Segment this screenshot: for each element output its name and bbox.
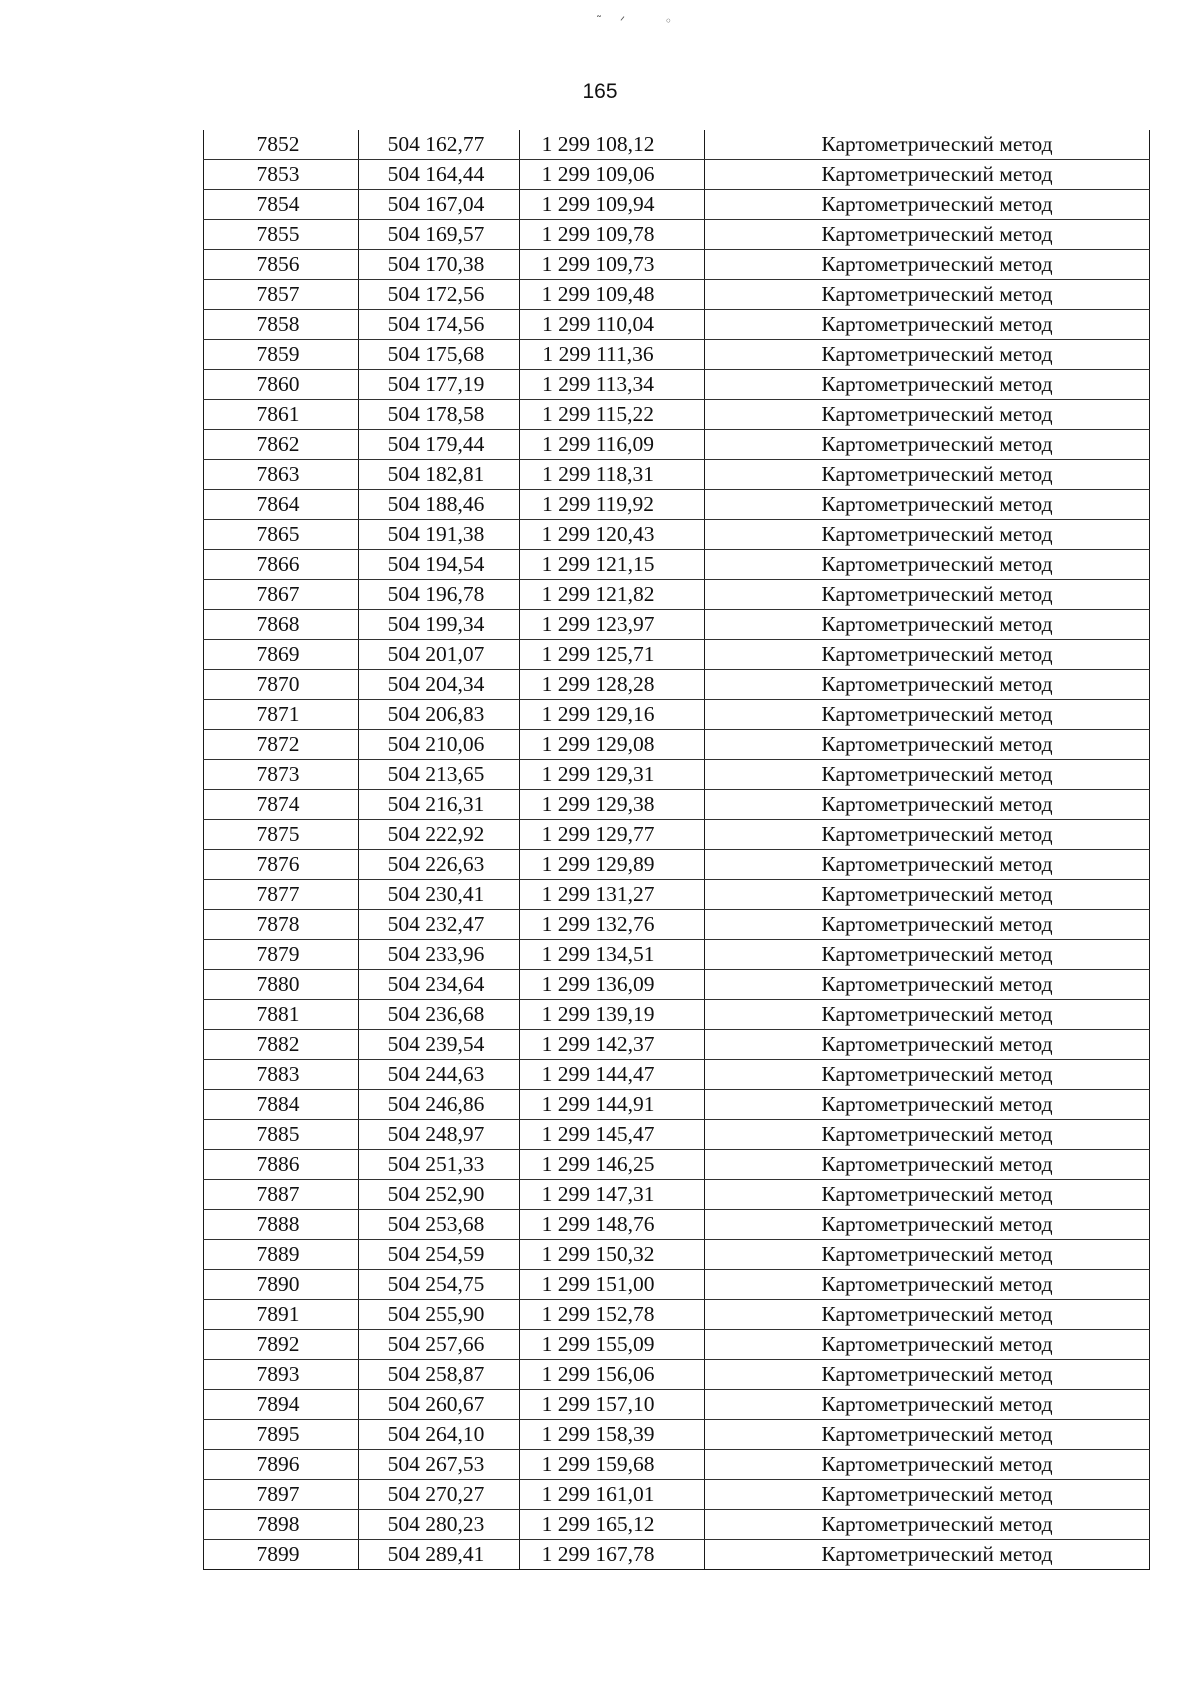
y-coordinate-cell: 1 299 116,09 [520,430,705,460]
method-cell: Картометрический метод [705,760,1150,790]
y-coordinate-cell: 1 299 159,68 [520,1450,705,1480]
coordinates-table-body [204,130,1150,1570]
y-coordinate-cell: 1 299 111,36 [520,340,705,370]
point-number-cell: 7869 [204,640,359,670]
method-cell: Картометрический метод [705,1480,1150,1510]
y-coordinate-cell: 1 299 109,78 [520,220,705,250]
y-coordinate-cell: 1 299 113,34 [520,370,705,400]
method-cell: Картометрический метод [705,160,1150,190]
method-cell: Картометрический метод [705,1000,1150,1030]
point-number-cell: 7863 [204,460,359,490]
x-coordinate-cell: 504 255,90 [359,1300,520,1330]
x-coordinate-cell: 504 188,46 [359,490,520,520]
method-cell: Картометрический метод [705,940,1150,970]
x-coordinate-cell: 504 254,59 [359,1240,520,1270]
y-coordinate-cell: 1 299 123,97 [520,610,705,640]
table-row [204,280,1150,310]
y-coordinate-cell: 1 299 158,39 [520,1420,705,1450]
y-coordinate-cell: 1 299 128,28 [520,670,705,700]
point-number-cell: 7875 [204,820,359,850]
x-coordinate-cell: 504 169,57 [359,220,520,250]
y-coordinate-cell: 1 299 119,92 [520,490,705,520]
coordinates-table [203,130,1150,1570]
x-coordinate-cell: 504 251,33 [359,1150,520,1180]
table-row [204,1360,1150,1390]
table-row [204,1000,1150,1030]
table-row [204,760,1150,790]
method-cell: Картометрический метод [705,130,1150,160]
method-cell: Картометрический метод [705,1330,1150,1360]
y-coordinate-cell: 1 299 109,73 [520,250,705,280]
x-coordinate-cell: 504 246,86 [359,1090,520,1120]
y-coordinate-cell: 1 299 165,12 [520,1510,705,1540]
table-row [204,1510,1150,1540]
method-cell: Картометрический метод [705,880,1150,910]
y-coordinate-cell: 1 299 109,48 [520,280,705,310]
point-number-cell: 7899 [204,1540,359,1570]
point-number-cell: 7884 [204,1090,359,1120]
y-coordinate-cell: 1 299 129,89 [520,850,705,880]
x-coordinate-cell: 504 174,56 [359,310,520,340]
method-cell: Картометрический метод [705,1300,1150,1330]
point-number-cell: 7890 [204,1270,359,1300]
table-row [204,580,1150,610]
x-coordinate-cell: 504 233,96 [359,940,520,970]
x-coordinate-cell: 504 204,34 [359,670,520,700]
method-cell: Картометрический метод [705,1390,1150,1420]
method-cell: Картометрический метод [705,490,1150,520]
method-cell: Картометрический метод [705,610,1150,640]
table-row [204,700,1150,730]
y-coordinate-cell: 1 299 129,77 [520,820,705,850]
table-row [204,460,1150,490]
y-coordinate-cell: 1 299 129,08 [520,730,705,760]
x-coordinate-cell: 504 201,07 [359,640,520,670]
x-coordinate-cell: 504 170,38 [359,250,520,280]
y-coordinate-cell: 1 299 146,25 [520,1150,705,1180]
table-row [204,1030,1150,1060]
method-cell: Картометрический метод [705,790,1150,820]
table-row [204,1240,1150,1270]
x-coordinate-cell: 504 196,78 [359,580,520,610]
table-row [204,730,1150,760]
method-cell: Картометрический метод [705,1060,1150,1090]
y-coordinate-cell: 1 299 142,37 [520,1030,705,1060]
method-cell: Картометрический метод [705,910,1150,940]
table-row [204,640,1150,670]
y-coordinate-cell: 1 299 129,38 [520,790,705,820]
y-coordinate-cell: 1 299 129,16 [520,700,705,730]
method-cell: Картометрический метод [705,1090,1150,1120]
scan-marks: ˜ᐟ ◦ [596,14,690,28]
method-cell: Картометрический метод [705,1150,1150,1180]
y-coordinate-cell: 1 299 155,09 [520,1330,705,1360]
y-coordinate-cell: 1 299 118,31 [520,460,705,490]
point-number-cell: 7893 [204,1360,359,1390]
table-row [204,400,1150,430]
method-cell: Картометрический метод [705,1210,1150,1240]
table-row [204,970,1150,1000]
method-cell: Картометрический метод [705,580,1150,610]
y-coordinate-cell: 1 299 136,09 [520,970,705,1000]
point-number-cell: 7894 [204,1390,359,1420]
point-number-cell: 7853 [204,160,359,190]
x-coordinate-cell: 504 280,23 [359,1510,520,1540]
method-cell: Картометрический метод [705,1540,1150,1570]
x-coordinate-cell: 504 210,06 [359,730,520,760]
table-row [204,610,1150,640]
x-coordinate-cell: 504 230,41 [359,880,520,910]
point-number-cell: 7868 [204,610,359,640]
y-coordinate-cell: 1 299 121,15 [520,550,705,580]
table-row [204,1060,1150,1090]
point-number-cell: 7852 [204,130,359,160]
point-number-cell: 7855 [204,220,359,250]
point-number-cell: 7898 [204,1510,359,1540]
method-cell: Картометрический метод [705,1120,1150,1150]
table-row [204,1420,1150,1450]
method-cell: Картометрический метод [705,1270,1150,1300]
y-coordinate-cell: 1 299 129,31 [520,760,705,790]
table-row [204,1120,1150,1150]
table-row [204,220,1150,250]
x-coordinate-cell: 504 164,44 [359,160,520,190]
point-number-cell: 7880 [204,970,359,1000]
method-cell: Картометрический метод [705,820,1150,850]
y-coordinate-cell: 1 299 167,78 [520,1540,705,1570]
y-coordinate-cell: 1 299 148,76 [520,1210,705,1240]
method-cell: Картометрический метод [705,280,1150,310]
x-coordinate-cell: 504 236,68 [359,1000,520,1030]
table-row [204,370,1150,400]
method-cell: Картометрический метод [705,670,1150,700]
point-number-cell: 7886 [204,1150,359,1180]
point-number-cell: 7866 [204,550,359,580]
x-coordinate-cell: 504 179,44 [359,430,520,460]
method-cell: Картометрический метод [705,340,1150,370]
point-number-cell: 7895 [204,1420,359,1450]
x-coordinate-cell: 504 258,87 [359,1360,520,1390]
x-coordinate-cell: 504 244,63 [359,1060,520,1090]
point-number-cell: 7889 [204,1240,359,1270]
point-number-cell: 7874 [204,790,359,820]
table-row [204,1210,1150,1240]
x-coordinate-cell: 504 257,66 [359,1330,520,1360]
y-coordinate-cell: 1 299 150,32 [520,1240,705,1270]
method-cell: Картометрический метод [705,250,1150,280]
table-row [204,1150,1150,1180]
y-coordinate-cell: 1 299 132,76 [520,910,705,940]
x-coordinate-cell: 504 191,38 [359,520,520,550]
method-cell: Картометрический метод [705,640,1150,670]
y-coordinate-cell: 1 299 109,06 [520,160,705,190]
method-cell: Картометрический метод [705,970,1150,1000]
table-row [204,940,1150,970]
x-coordinate-cell: 504 248,97 [359,1120,520,1150]
point-number-cell: 7896 [204,1450,359,1480]
page-number: 165 [582,80,618,103]
y-coordinate-cell: 1 299 120,43 [520,520,705,550]
table-row [204,310,1150,340]
point-number-cell: 7857 [204,280,359,310]
y-coordinate-cell: 1 299 147,31 [520,1180,705,1210]
point-number-cell: 7885 [204,1120,359,1150]
x-coordinate-cell: 504 252,90 [359,1180,520,1210]
y-coordinate-cell: 1 299 134,51 [520,940,705,970]
x-coordinate-cell: 504 267,53 [359,1450,520,1480]
table-row [204,190,1150,220]
table-row [204,1450,1150,1480]
y-coordinate-cell: 1 299 156,06 [520,1360,705,1390]
table-row [204,1330,1150,1360]
method-cell: Картометрический метод [705,730,1150,760]
point-number-cell: 7878 [204,910,359,940]
point-number-cell: 7879 [204,940,359,970]
point-number-cell: 7859 [204,340,359,370]
table-row [204,1270,1150,1300]
method-cell: Картометрический метод [705,700,1150,730]
point-number-cell: 7891 [204,1300,359,1330]
method-cell: Картометрический метод [705,190,1150,220]
point-number-cell: 7887 [204,1180,359,1210]
x-coordinate-cell: 504 194,54 [359,550,520,580]
x-coordinate-cell: 504 254,75 [359,1270,520,1300]
table-row [204,670,1150,700]
point-number-cell: 7871 [204,700,359,730]
y-coordinate-cell: 1 299 161,01 [520,1480,705,1510]
point-number-cell: 7860 [204,370,359,400]
table-row [204,1180,1150,1210]
method-cell: Картометрический метод [705,220,1150,250]
x-coordinate-cell: 504 232,47 [359,910,520,940]
table-row [204,520,1150,550]
point-number-cell: 7876 [204,850,359,880]
method-cell: Картометрический метод [705,460,1150,490]
point-number-cell: 7877 [204,880,359,910]
y-coordinate-cell: 1 299 151,00 [520,1270,705,1300]
x-coordinate-cell: 504 199,34 [359,610,520,640]
x-coordinate-cell: 504 182,81 [359,460,520,490]
point-number-cell: 7881 [204,1000,359,1030]
method-cell: Картометрический метод [705,310,1150,340]
point-number-cell: 7858 [204,310,359,340]
point-number-cell: 7888 [204,1210,359,1240]
table-row [204,790,1150,820]
point-number-cell: 7870 [204,670,359,700]
x-coordinate-cell: 504 226,63 [359,850,520,880]
y-coordinate-cell: 1 299 157,10 [520,1390,705,1420]
table-row [204,910,1150,940]
y-coordinate-cell: 1 299 131,27 [520,880,705,910]
y-coordinate-cell: 1 299 121,82 [520,580,705,610]
table-row [204,430,1150,460]
y-coordinate-cell: 1 299 125,71 [520,640,705,670]
method-cell: Картометрический метод [705,370,1150,400]
method-cell: Картометрический метод [705,520,1150,550]
x-coordinate-cell: 504 175,68 [359,340,520,370]
point-number-cell: 7882 [204,1030,359,1060]
x-coordinate-cell: 504 172,56 [359,280,520,310]
x-coordinate-cell: 504 178,58 [359,400,520,430]
point-number-cell: 7856 [204,250,359,280]
table-row [204,1300,1150,1330]
method-cell: Картометрический метод [705,1030,1150,1060]
x-coordinate-cell: 504 213,65 [359,760,520,790]
table-row [204,1390,1150,1420]
x-coordinate-cell: 504 270,27 [359,1480,520,1510]
point-number-cell: 7854 [204,190,359,220]
point-number-cell: 7865 [204,520,359,550]
point-number-cell: 7873 [204,760,359,790]
point-number-cell: 7867 [204,580,359,610]
x-coordinate-cell: 504 222,92 [359,820,520,850]
point-number-cell: 7861 [204,400,359,430]
method-cell: Картометрический метод [705,430,1150,460]
y-coordinate-cell: 1 299 108,12 [520,130,705,160]
y-coordinate-cell: 1 299 115,22 [520,400,705,430]
method-cell: Картометрический метод [705,1240,1150,1270]
point-number-cell: 7883 [204,1060,359,1090]
table-row [204,340,1150,370]
table-row [204,880,1150,910]
x-coordinate-cell: 504 206,83 [359,700,520,730]
x-coordinate-cell: 504 253,68 [359,1210,520,1240]
point-number-cell: 7862 [204,430,359,460]
x-coordinate-cell: 504 234,64 [359,970,520,1000]
x-coordinate-cell: 504 177,19 [359,370,520,400]
table-row [204,130,1150,160]
method-cell: Картометрический метод [705,400,1150,430]
x-coordinate-cell: 504 162,77 [359,130,520,160]
x-coordinate-cell: 504 264,10 [359,1420,520,1450]
method-cell: Картометрический метод [705,1450,1150,1480]
method-cell: Картометрический метод [705,1510,1150,1540]
point-number-cell: 7872 [204,730,359,760]
table-row [204,160,1150,190]
table-row [204,820,1150,850]
x-coordinate-cell: 504 260,67 [359,1390,520,1420]
y-coordinate-cell: 1 299 109,94 [520,190,705,220]
table-row [204,850,1150,880]
point-number-cell: 7864 [204,490,359,520]
method-cell: Картометрический метод [705,1420,1150,1450]
method-cell: Картометрический метод [705,850,1150,880]
y-coordinate-cell: 1 299 152,78 [520,1300,705,1330]
table-row [204,1540,1150,1570]
method-cell: Картометрический метод [705,1360,1150,1390]
x-coordinate-cell: 504 216,31 [359,790,520,820]
point-number-cell: 7892 [204,1330,359,1360]
method-cell: Картометрический метод [705,1180,1150,1210]
x-coordinate-cell: 504 167,04 [359,190,520,220]
table-row [204,1480,1150,1510]
y-coordinate-cell: 1 299 144,91 [520,1090,705,1120]
y-coordinate-cell: 1 299 110,04 [520,310,705,340]
table-row [204,490,1150,520]
x-coordinate-cell: 504 289,41 [359,1540,520,1570]
table-row [204,250,1150,280]
point-number-cell: 7897 [204,1480,359,1510]
table-row [204,550,1150,580]
method-cell: Картометрический метод [705,550,1150,580]
y-coordinate-cell: 1 299 145,47 [520,1120,705,1150]
y-coordinate-cell: 1 299 144,47 [520,1060,705,1090]
y-coordinate-cell: 1 299 139,19 [520,1000,705,1030]
table-row [204,1090,1150,1120]
x-coordinate-cell: 504 239,54 [359,1030,520,1060]
